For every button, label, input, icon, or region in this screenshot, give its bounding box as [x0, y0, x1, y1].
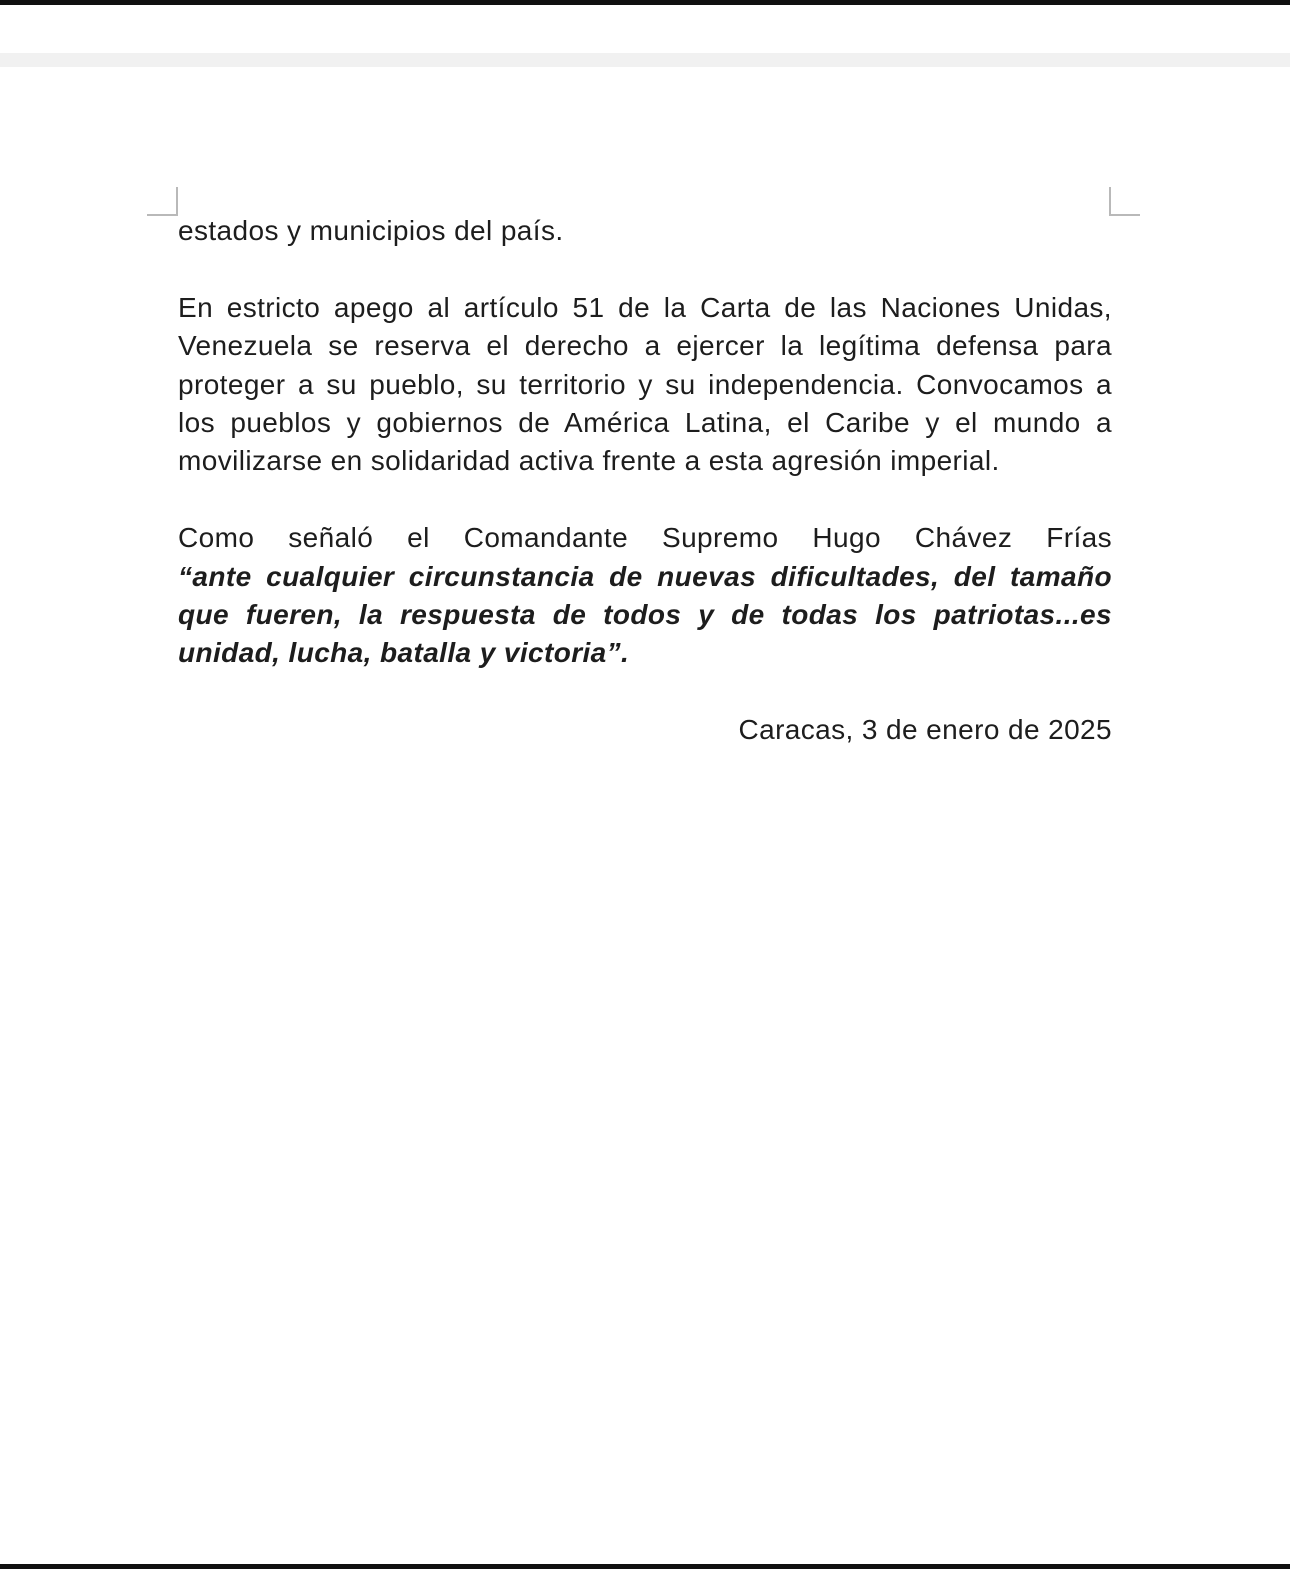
document-text-block	[178, 212, 1112, 750]
dateline: Caracas, 3 de enero de 2025	[738, 714, 1112, 746]
paragraph-continuation: estados y municipios del país.	[178, 215, 564, 246]
paragraph-chavez-quote: “ante cualquier circunstancia de nuevas dificultades, del tamaño que fueren, la respuesta de todos y de todas los patriotas...es unidad, lucha, batalla y victoria”.	[178, 560, 1112, 669]
scan-artifact-band	[0, 53, 1290, 67]
corner-mark-right	[1109, 187, 1140, 216]
paragraph-chavez-intro: Como señaló el Comandante Supremo Hugo Chávez Frías	[178, 522, 1112, 554]
scan-edge-bottom-bar	[0, 1564, 1290, 1569]
scan-edge-top-bar	[0, 0, 1290, 5]
corner-mark-left	[147, 187, 178, 216]
paragraph-defense: En estricto apego al artículo 51 de la Carta de las Naciones Unidas, Venezuela se reserva el derecho a ejercer la legítima defensa para proteger a su pueblo, su territorio y su independencia. Convocamos a los pueblos y gobiernos de América Latina, el Caribe y el mundo a movilizarse en solidaridad activa frente a esta agresión imperial.	[178, 291, 1112, 477]
